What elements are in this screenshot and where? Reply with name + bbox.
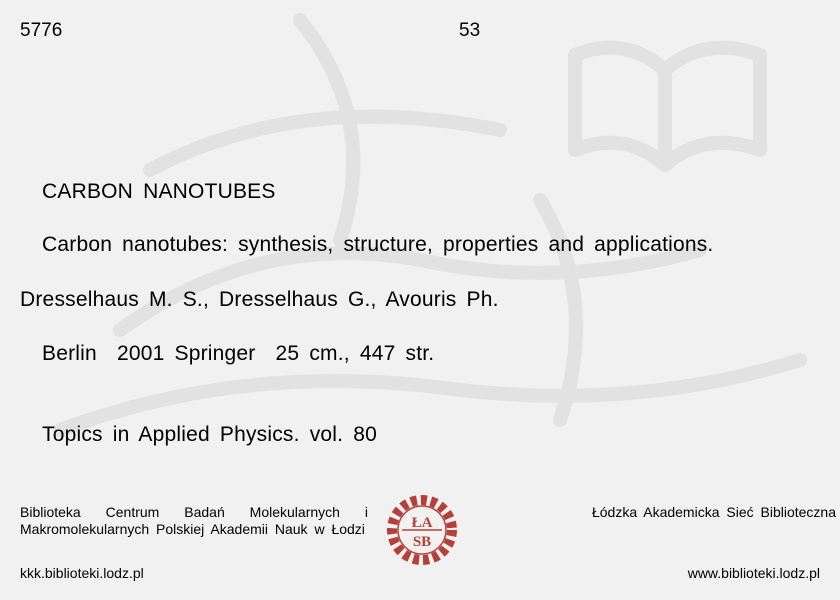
logo-text-bottom: SB bbox=[412, 534, 432, 550]
logo-text-top: ŁA bbox=[411, 515, 433, 531]
page-number: 53 bbox=[459, 20, 481, 41]
lasb-logo bbox=[386, 494, 458, 566]
card-number: 5776 bbox=[20, 20, 63, 41]
subject-heading: CARBON NANOTUBES bbox=[42, 180, 276, 203]
authors-line: Dresselhaus M. S., Dresselhaus G., Avouris Ph. bbox=[20, 288, 499, 311]
footer-right-institution: Łódzka Akademicka Sieć Biblioteczna bbox=[591, 504, 836, 520]
footer-left-url[interactable]: kkk.biblioteki.lodz.pl bbox=[20, 565, 144, 581]
title-line: Carbon nanotubes: synthesis, structure, properties and applications. bbox=[42, 233, 714, 256]
footer-left-institution: Biblioteka Centrum Badań Molekularnych i Makromolekularnych Polskiej Akademii Nauk w Łodzi bbox=[20, 504, 368, 537]
footer-right-url[interactable]: www.biblioteki.lodz.pl bbox=[687, 565, 820, 581]
imprint-line: Berlin 2001 Springer 25 cm., 447 str. bbox=[42, 342, 435, 365]
series-line: Topics in Applied Physics. vol. 80 bbox=[42, 423, 377, 446]
